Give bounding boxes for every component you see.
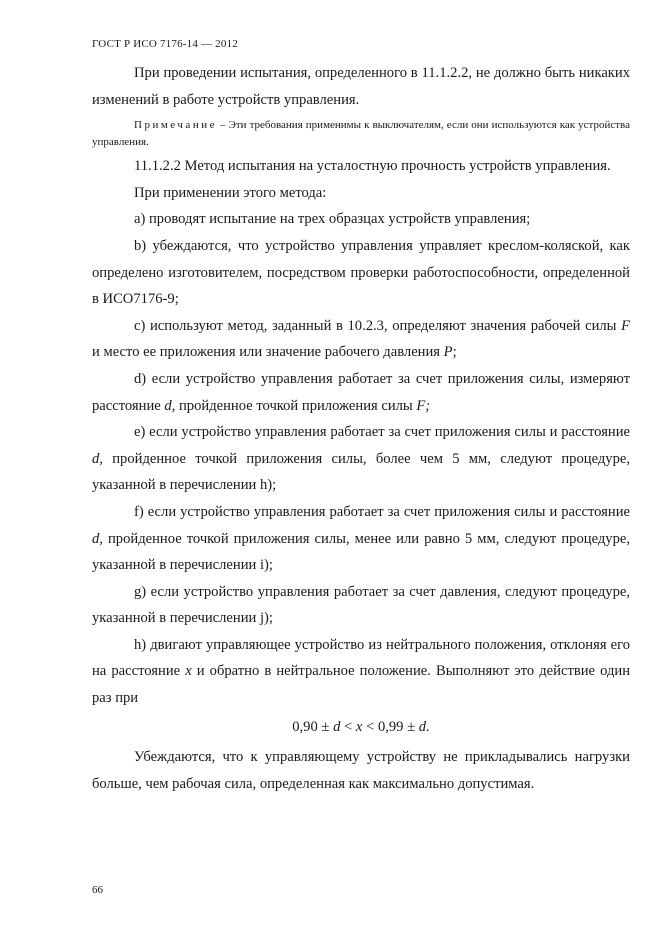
list-item: b) убеждаются, что устройство управления управляет креслом-коляской, как определено изготовителем, посредством проверки работоспособности, определенной в ИСО7176-9; (92, 237, 630, 308)
text-run: и обратно в нейтральное положение. Выполняют это действие один раз при (92, 663, 630, 707)
formula-part: 0,90 ± (292, 718, 334, 735)
text-run: f) если устройство управления работает за счет приложения силы и расстояние (134, 503, 630, 520)
text-run: c) используют метод, заданный в 10.2.3, определяют значения рабочей силы (134, 317, 622, 334)
note-label: Примечание (134, 119, 217, 132)
variable-symbol: F; (416, 397, 431, 414)
formula-part: < (340, 718, 356, 735)
text-run: и место ее приложения или значение рабочего давления (92, 344, 444, 361)
text-run: , пройденное точкой приложения силы (171, 397, 417, 414)
variable-symbol: d (92, 450, 100, 467)
text-run: d) если устройство управления работает за счет приложения силы, измеряют расстояние (92, 370, 630, 414)
paragraph: Убеждаются, что к управляющему устройству не прикладывались нагрузки больше, чем рабочая сила, определенная как максимально допустимая. (92, 749, 630, 792)
note-text: – Эти требования применимы к выключателям, если они используются как устройства управления. (92, 119, 630, 149)
text-run: h) двигают управляющее устройство из нейтрального положения, отклоняя его на расстояние (92, 636, 630, 680)
text-run: ; (452, 344, 457, 361)
variable-symbol: F (621, 317, 630, 334)
text-run: , пройденное точкой приложения силы, более чем 5 мм, следуют процедуре, указанной в перечислении h); (92, 450, 630, 494)
formula-var: x (355, 718, 363, 735)
formula (92, 714, 630, 741)
text-run: e) если устройство управления работает за счет приложения силы и расстояние (134, 424, 630, 441)
list-item: a) проводят испытание на трех образцах устройств управления; (134, 211, 531, 228)
paragraph: При применении этого метода: (134, 184, 327, 201)
list-item (92, 632, 630, 712)
formula-var: d. (418, 718, 430, 735)
variable-symbol: d (164, 397, 172, 414)
formula-part: 0,99 ± (377, 718, 419, 735)
text-run: , пройденное точкой приложения силы, менее или равно 5 мм, следуют процедуре, указанной в перечислении i); (92, 530, 630, 574)
note (92, 117, 630, 151)
page-header: ГОСТ Р ИСО 7176-14 — 2012 (92, 38, 238, 50)
paragraph: При проведении испытания, определенного в 11.1.2.2, не должно быть никаких изменений в работе устройств управления. (92, 65, 630, 108)
formula-var: d (333, 718, 341, 735)
list-item (92, 313, 630, 366)
list-item (92, 499, 630, 579)
list-item: g) если устройство управления работает за счет давления, следуют процедуре, указанной в перечислении j); (92, 583, 630, 627)
section-heading: 11.1.2.2 Метод испытания на усталостную прочность устройств управления. (134, 158, 611, 175)
variable-symbol: d (92, 530, 100, 547)
formula-part: < (362, 718, 378, 735)
variable-symbol: P (443, 344, 453, 361)
page-body (92, 60, 630, 797)
variable-symbol: x (185, 663, 192, 680)
list-item (92, 366, 630, 419)
list-item (92, 419, 630, 499)
page-number: 66 (92, 884, 103, 896)
